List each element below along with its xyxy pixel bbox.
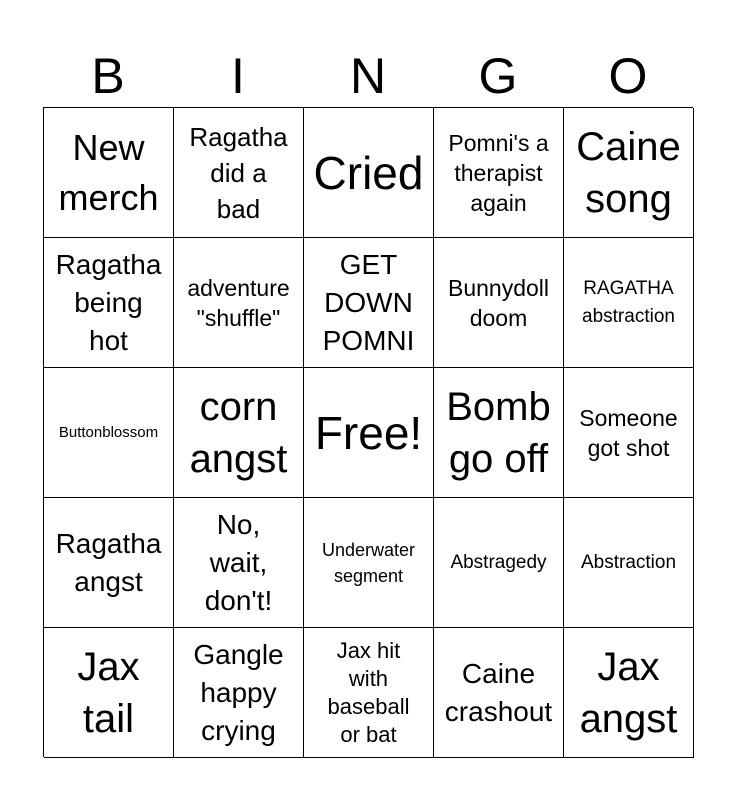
cell-text: Gangle happy crying [193, 638, 284, 746]
bingo-cell-r5c5[interactable] [564, 628, 694, 758]
bingo-cell-r1c3[interactable] [304, 108, 434, 238]
cell-text: Caine song [576, 124, 681, 221]
bingo-grid [43, 107, 693, 757]
cell-text: Abstraction [580, 551, 677, 573]
bingo-header [43, 46, 693, 106]
bingo-cell-r4c1[interactable] [44, 498, 174, 628]
bingo-cell-r4c4[interactable] [434, 498, 564, 628]
cell-text: Bunnydoll doom [447, 274, 550, 331]
bingo-cell-r2c5[interactable] [564, 238, 694, 368]
cell-text: Buttonblossom [58, 423, 159, 441]
cell-text: Bomb go off [446, 384, 551, 481]
bingo-cell-r3c2[interactable] [174, 368, 304, 498]
bingo-cell-r1c2[interactable] [174, 108, 304, 238]
bingo-cell-r5c3[interactable] [304, 628, 434, 758]
bingo-cell-r4c2[interactable] [174, 498, 304, 628]
bingo-cell-r2c2[interactable] [174, 238, 304, 368]
header-letter-o: O [608, 48, 648, 104]
header-letter-g: G [478, 48, 518, 104]
bingo-cell-r2c4[interactable] [434, 238, 564, 368]
bingo-cell-r1c4[interactable] [434, 108, 564, 238]
bingo-cell-r2c1[interactable] [44, 238, 174, 368]
header-letter-n: N [349, 48, 387, 104]
cell-text: Caine crashout [444, 657, 553, 727]
cell-text: adventure "shuffle" [187, 274, 290, 331]
bingo-cell-r3c5[interactable] [564, 368, 694, 498]
cell-text: Ragatha angst [55, 527, 162, 597]
cell-text: GET DOWN POMNI [322, 248, 415, 356]
bingo-cell-r4c5[interactable] [564, 498, 694, 628]
cell-text: Someone got shot [579, 404, 678, 461]
bingo-cell-r5c4[interactable] [434, 628, 564, 758]
bingo-cell-r5c1[interactable] [44, 628, 174, 758]
bingo-cell-r3c4[interactable] [434, 368, 564, 498]
bingo-cell-r3c1[interactable] [44, 368, 174, 498]
cell-text: Underwater segment [321, 539, 416, 586]
cell-text: Jax angst [579, 644, 678, 741]
cell-text: No, wait, don't! [204, 508, 273, 616]
bingo-cell-r3c3-free[interactable] [304, 368, 434, 498]
cell-text: Ragatha being hot [55, 248, 162, 356]
cell-text: Free! [314, 406, 423, 459]
cell-text: RAGATHA abstraction [582, 277, 675, 327]
header-letter-i: I [231, 48, 245, 104]
header-letter-b: B [91, 48, 125, 104]
cell-text: corn angst [189, 384, 288, 481]
bingo-cell-r5c2[interactable] [174, 628, 304, 758]
cell-text: Cried [313, 146, 424, 199]
cell-text: Ragatha did a bad [189, 121, 288, 224]
bingo-cell-r1c1[interactable] [44, 108, 174, 238]
cell-text: Pomni's a therapist again [448, 129, 549, 216]
bingo-cell-r2c3[interactable] [304, 238, 434, 368]
cell-text: Jax hit with baseball or bat [327, 637, 410, 747]
bingo-cell-r1c5[interactable] [564, 108, 694, 238]
cell-text: Abstragedy [450, 551, 547, 573]
cell-text: Jax tail [77, 644, 140, 741]
cell-text: New merch [58, 126, 159, 218]
bingo-cell-r4c3[interactable] [304, 498, 434, 628]
